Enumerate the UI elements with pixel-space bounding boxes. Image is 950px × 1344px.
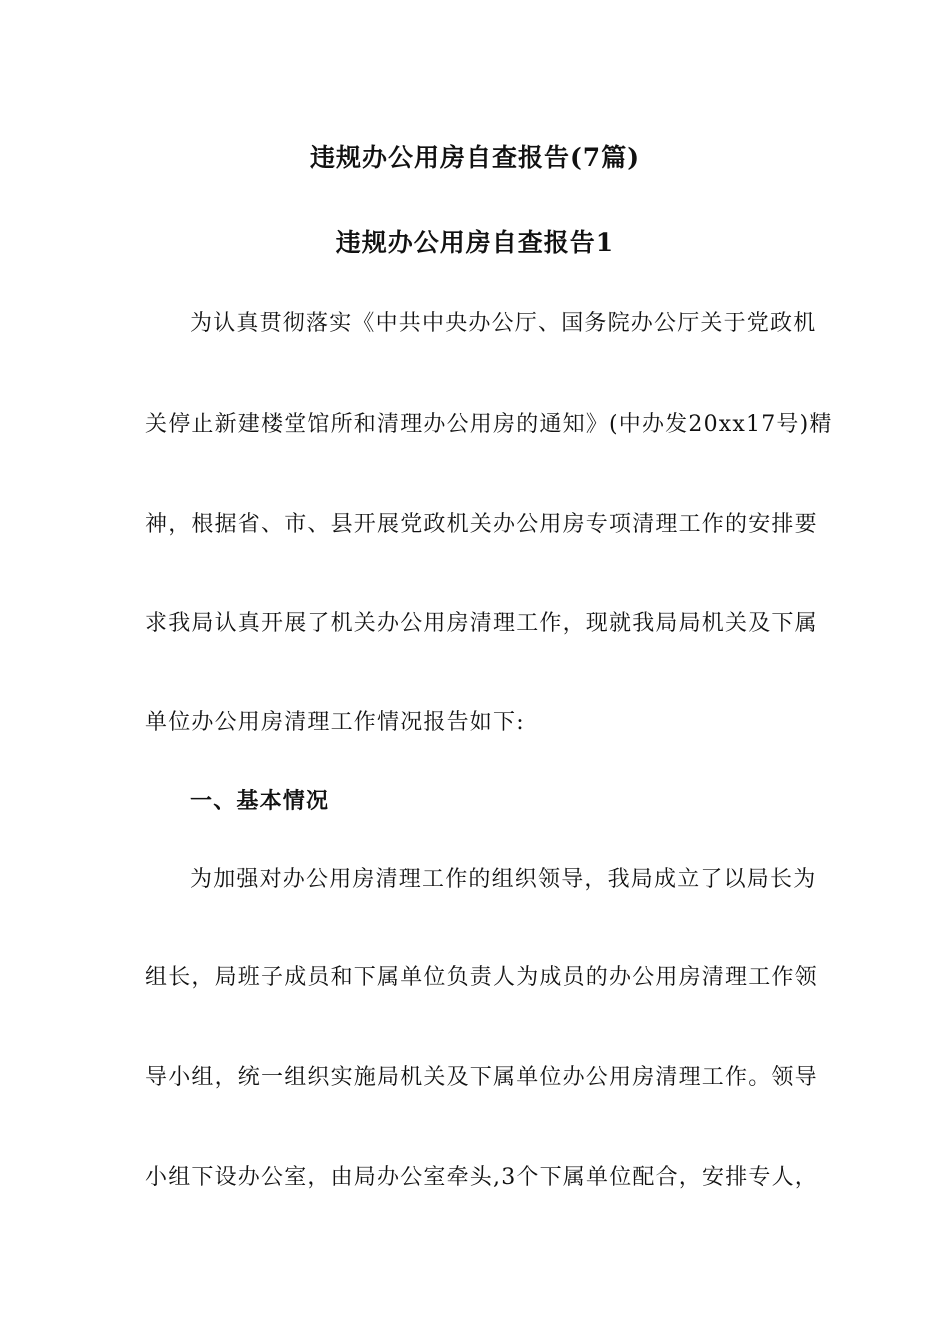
paragraph-line: 单位办公用房清理工作情况报告如下: bbox=[145, 710, 525, 735]
document-title: 违规办公用房自查报告(7篇) bbox=[309, 143, 641, 172]
paragraph-line: 为认真贯彻落实《中共中央办公厅、国务院办公厅关于党政机 bbox=[190, 311, 817, 336]
paragraph-line: 组长，局班子成员和下属单位负责人为成员的办公用房清理工作领 bbox=[145, 965, 818, 990]
section-title: 违规办公用房自查报告1 bbox=[335, 228, 615, 257]
section-heading: 一、基本情况 bbox=[190, 788, 330, 814]
paragraph-line: 导小组，统一组织实施局机关及下属单位办公用房清理工作。领导 bbox=[145, 1065, 818, 1090]
paragraph-line: 神，根据省、市、县开展党政机关办公用房专项清理工作的安排要 bbox=[145, 512, 818, 537]
paragraph-line: 为加强对办公用房清理工作的组织领导，我局成立了以局长为 bbox=[190, 867, 817, 892]
paragraph-line: 求我局认真开展了机关办公用房清理工作，现就我局局机关及下属 bbox=[145, 611, 818, 636]
paragraph-line: 小组下设办公室，由局办公室牵头,3个下属单位配合，安排专人， bbox=[145, 1165, 818, 1190]
paragraph-line: 关停止新建楼堂馆所和清理办公用房的通知》(中办发20xx17号)精 bbox=[145, 412, 833, 437]
